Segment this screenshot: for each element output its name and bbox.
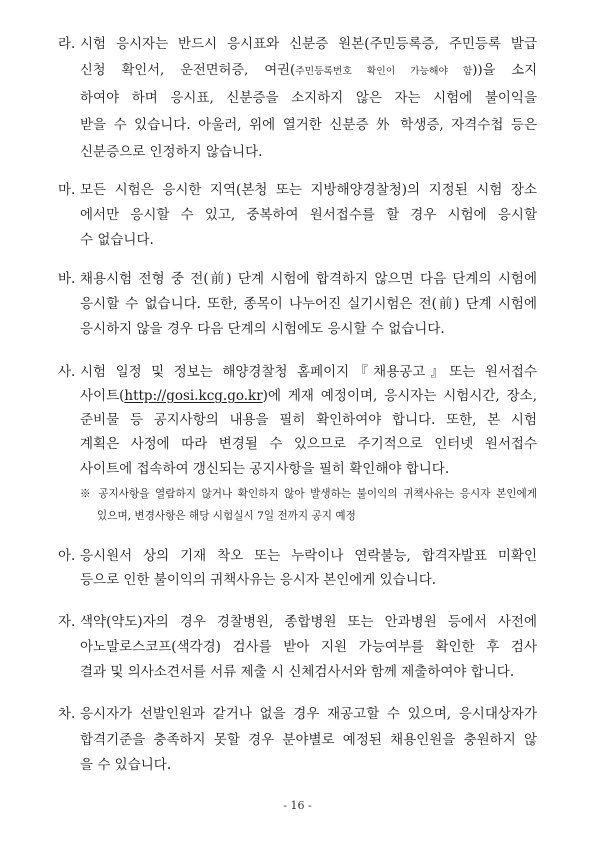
item-marker-ja: 자.	[58, 614, 76, 630]
item-sa-note-line-2: 있으며, 변경사항은 해당 시험실시 7일 전까지 공지 예정	[97, 510, 356, 522]
item-ma-line-3: 수 없습니다.	[80, 232, 154, 248]
item-sa-line-3: 준비물 등 공지사항의 내용을 필히 확인하여야 합니다. 또한, 본 시험	[80, 412, 537, 428]
item-ra-line-5: 신분증으로 인정하지 않습니다.	[80, 144, 263, 160]
item-sa-line-2-text-end: )에 게재 예정이며, 응시자는 시험시간, 장소,	[262, 388, 537, 404]
item-a-line-1: 응시원서 상의 기재 착오 또는 누락이나 연락불능, 합격자발표 미확인	[80, 548, 537, 564]
item-marker-cha: 차.	[58, 706, 76, 722]
item-sa-note-line-1: ※ 공지사항을 열람하지 않거나 확인하지 않아 발생하는 불이익의 귀책사유는 응시자 본인에게	[80, 488, 537, 500]
item-sa-line-2	[80, 386, 537, 406]
page-number: - 16 -	[283, 799, 312, 812]
item-marker-ra: 라.	[58, 36, 76, 52]
item-sa-line-2-text: 사이트(	[80, 388, 125, 404]
item-ja-line-1: 색약(약도)자의 경우 경찰병원, 종합병원 또는 안과병원 등에서 사전에	[80, 614, 537, 630]
item-a-line-2: 등으로 인한 불이익의 귀책사유는 응시자 본인에게 있습니다.	[80, 572, 437, 588]
item-ja-line-2: 아노말로스코프(색각경) 검사를 받아 지원 가능여부를 확인한 후 검사	[80, 639, 537, 655]
item-marker-sa: 사.	[58, 364, 76, 380]
item-marker-a: 아.	[58, 548, 76, 564]
item-ra-line-2-text-end: ))을 소지	[472, 63, 537, 78]
item-ra-line-2-text: 신청 확인서, 운전면허증, 여권(	[80, 63, 296, 78]
item-cha-line-1: 응시자가 선발인원과 같거나 없을 경우 재공고할 수 있으며, 응시대상자가	[80, 706, 537, 722]
item-sa-line-5: 사이트에 접속하여 갱신되는 공지사항을 필히 확인해야 합니다.	[80, 461, 450, 477]
item-ja-line-3: 결과 및 의사소견서를 서류 제출 시 신체검사서와 함께 제출하여야 합니다.	[80, 664, 515, 680]
item-ra-line-2	[80, 61, 537, 81]
item-sa-line-4: 계획은 사정에 따라 변경될 수 있으므로 주기적으로 인터넷 원서접수	[80, 436, 537, 452]
item-ba-line-2: 응시할 수 없습니다. 또한, 종목이 나누어진 실기시험은 전(前) 단계 시험에	[80, 296, 537, 312]
id-note-small-text: 주민등록번호 확인이 가능해야 함	[295, 66, 473, 77]
item-cha-line-3: 을 수 있습니다.	[80, 757, 172, 773]
item-ra-line-4: 받을 수 있습니다. 아울러, 위에 열거한 신분증 外 학생증, 자격수첩 등은	[80, 117, 537, 133]
item-marker-ba: 바.	[58, 271, 76, 287]
item-sa-line-1: 시험 일정 및 정보는 해양경찰청 홈페이지『채용공고』또는 원서접수	[80, 364, 537, 380]
item-ra-line-1: 시험 응시자는 반드시 응시표와 신분증 원본(주민등록증, 주민등록 발급	[80, 36, 537, 52]
item-ra-line-3: 하여야 하며 응시표, 신분증을 소지하지 않은 자는 시험에 불이익을	[80, 90, 537, 106]
item-ba-line-3: 응시하지 않을 경우 다음 단계의 시험에도 응시할 수 없습니다.	[80, 321, 445, 337]
recruitment-site-link[interactable]: http://gosi.kcg.go.kr	[124, 388, 263, 404]
item-ma-line-2: 에서만 응시할 수 있고, 중복하여 원서접수를 할 경우 시험에 응시할	[80, 207, 537, 223]
item-ma-line-1: 모든 시험은 응시한 지역(본청 또는 지방해양경찰청)의 지정된 시험 장소	[80, 182, 537, 198]
item-cha-line-2: 합격기준을 충족하지 못할 경우 분야별로 예정된 채용인원을 충원하지 않	[80, 732, 537, 748]
item-marker-ma: 마.	[58, 182, 76, 198]
item-ba-line-1: 채용시험 전형 중 전(前) 단계 시험에 합격하지 않으면 다음 단계의 시험에	[80, 271, 537, 287]
